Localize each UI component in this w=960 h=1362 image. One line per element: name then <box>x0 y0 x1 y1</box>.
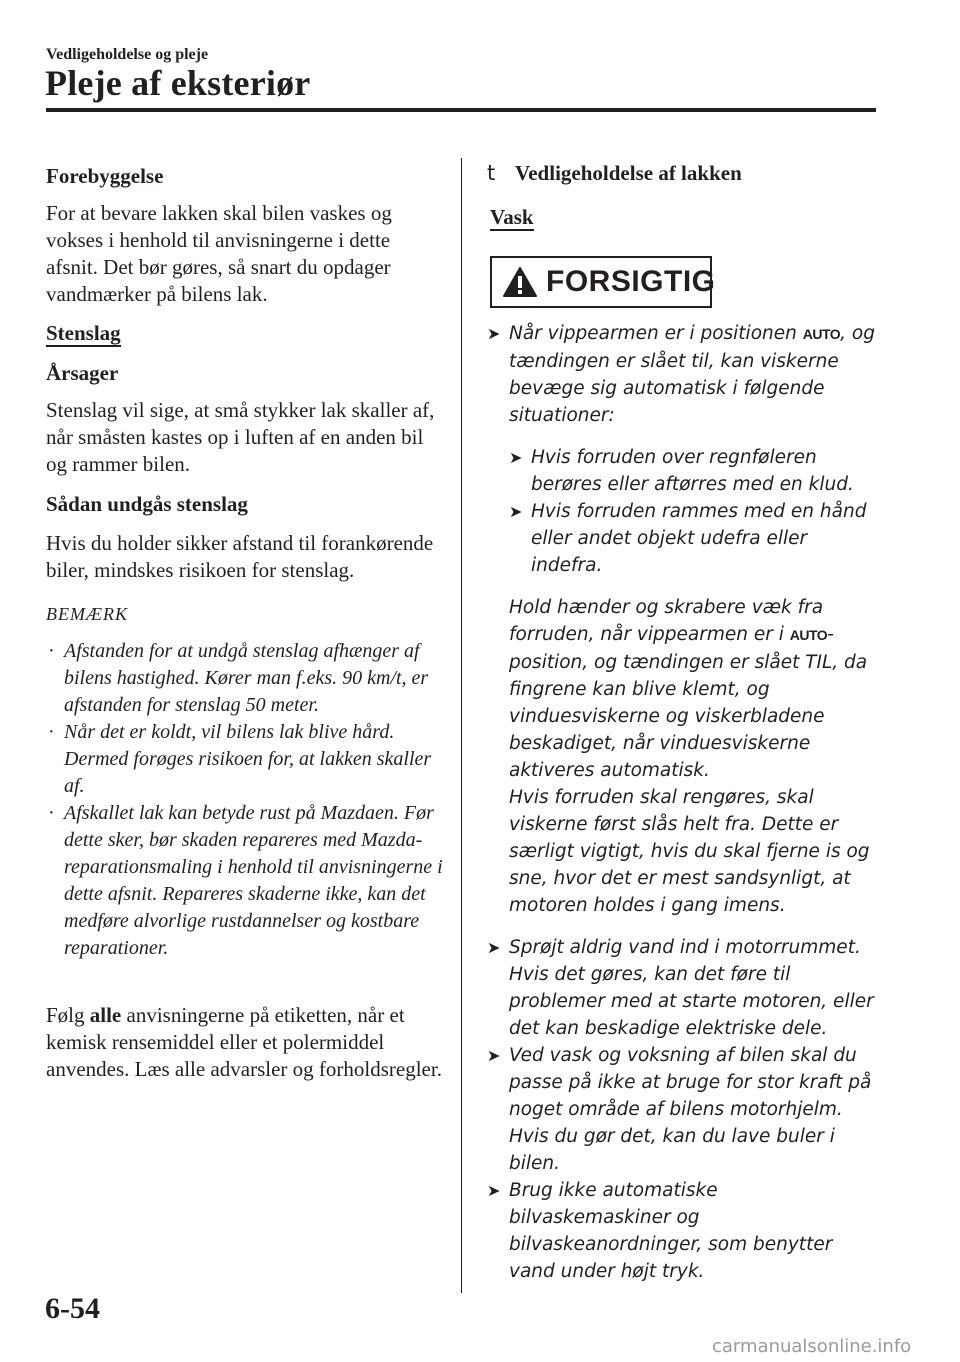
arrow-icon: ➤ <box>487 1181 501 1200</box>
caution-label: FORSIGTIG <box>546 265 716 298</box>
arrow-icon: ➤ <box>509 448 523 467</box>
arsager-heading: Årsager <box>46 361 119 385</box>
caution-paragraph: Hold hænder og skrabere væk fra forruden, når vippearmen er i AUTO-position, og tændingen er slået TIL, da fingrene kan blive klemt, og vinduesviskerne og viskerbladene beskadiget, når vinduesviskerne aktiveres automatisk. <box>509 597 868 781</box>
arrow-icon: ➤ <box>487 324 501 343</box>
arrow-icon: ➤ <box>487 1046 501 1065</box>
caution-subitem: ➤ Hvis forruden over regnføleren berøres eller aftørres med en klud. <box>509 444 877 498</box>
page-title: Pleje af eksteriør <box>45 63 311 103</box>
caution-list <box>487 320 877 1285</box>
folg-bold: alle <box>89 1003 122 1027</box>
lak-heading: t Vedligeholdelse af lakken <box>487 161 742 185</box>
note-item: · Afskallet lak kan betyde rust på Mazdaen. Før dette sker, bør skaden repareres med Mazda-reparationsmaling i henhold til anvisningerne i dette afsnit. Repareres skaderne ikke, kan det medføre alvorlige rustdannelser og kostbare reparationer. <box>48 802 443 959</box>
arsager-text: Stenslag vil sige, at små stykker lak skaller af, når småsten kastes op i luften af en anden bil og rammer bilen. <box>46 398 435 476</box>
watermark: carmanualsonline.info <box>712 1336 912 1357</box>
caution-item: ➤ Når vippearmen er i positionen AUTO, og tændingen er slået til, kan viskerne bevæge sig automatisk i følgende situationer: <box>487 320 877 429</box>
arrow-icon: ➤ <box>509 502 523 521</box>
section-label: Vedligeholdelse og pleje <box>46 46 209 63</box>
title-rule <box>46 108 876 112</box>
page-number: 6-54 <box>45 1292 100 1325</box>
caution-subitem: ➤ Hvis forruden rammes med en hånd eller andet objekt udefra eller indefra. <box>509 498 877 579</box>
stenslag-heading: Stenslag <box>46 321 121 345</box>
forebyggelse-text: For at bevare lakken skal bilen vaskes og vokses i henhold til anvisningerne i dette afsnit. Det bør gøres, så snart du opdager vandmærker på bilens lak. <box>46 201 392 306</box>
note-item: · Afstanden for at undgå stenslag afhænger af bilens hastighed. Kører man f.eks. 90 km/t, er afstanden for stenslag 50 meter. <box>48 640 429 716</box>
caution-paragraph: Hvis forruden skal rengøres, skal viskerne først slås helt fra. Dette er særligt vigtigt, hvis du skal fjerne is og sne, hvor det er mest sandsynligt, at motoren holdes i gang imens. <box>509 787 870 916</box>
arrow-icon: ➤ <box>487 938 501 957</box>
vask-heading: Vask <box>490 205 534 229</box>
caution-item: ➤ Sprøjt aldrig vand ind i motorrummet. Hvis det gøres, kan det føre til problemer med at starte motoren, eller det kan beskadige elektriske dele. <box>487 934 877 1042</box>
note-title: BEMÆRK <box>46 604 128 624</box>
left-column <box>46 160 446 1083</box>
note-item: · Når det er koldt, vil bilens lak blive hård. Dermed forøges risikoen for, at lakken skaller af. <box>48 721 432 797</box>
folg-text: Følg alle anvisningerne på etiketten, når et kemisk rensemiddel eller et polermiddel anvendes. Læs alle advarsler og forholdsregler. <box>46 1003 442 1081</box>
auto-symbol: AUTO <box>802 326 841 342</box>
caution-box <box>490 256 716 308</box>
forebyggelse-heading: Forebyggelse <box>46 164 164 188</box>
warning-triangle-icon <box>502 266 538 298</box>
caution-item: ➤ Ved vask og voksning af bilen skal du passe på ikke at bruge for stor kraft på noget område af bilens motorhjelm. Hvis du gør det, kan du lave buler i bilen. <box>487 1042 877 1177</box>
caution-item: ➤ Brug ikke automatiske bilvaskemaskiner og bilvaskeanordninger, som benytter vand under højt tryk. <box>487 1177 877 1285</box>
right-column <box>487 160 887 1282</box>
heading-marker: t <box>487 161 496 185</box>
auto-symbol: AUTO <box>789 627 828 643</box>
column-divider <box>461 158 462 1293</box>
undgas-heading: Sådan undgås stenslag <box>46 492 248 516</box>
note-list <box>46 638 446 962</box>
undgas-text: Hvis du holder sikker afstand til forankørende biler, mindskes risikoen for stenslag. <box>46 531 434 582</box>
